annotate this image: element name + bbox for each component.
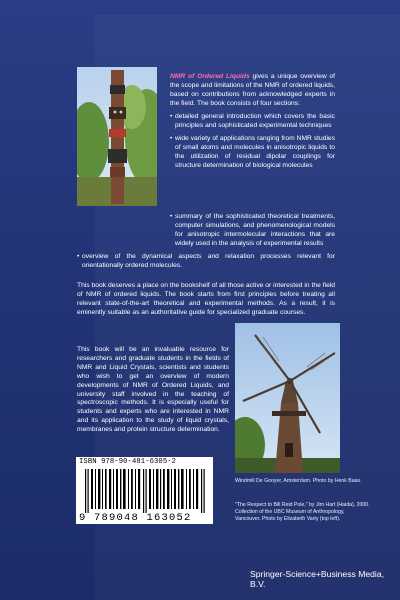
paragraph-3-text: This book will be an invaluable resource for researchers and graduate students in the fields of NMR and Liquid Crystals, scientists and students who wish to get an overview of modern developments of NMR of Ordered Liquids, and university staff involved in the teaching of spectroscopic methods. It is especially useful for students and experts who are interested in NMR and its application to the study of liquid crystals, membranes and protein structure determination.	[77, 346, 229, 434]
bullet-item	[170, 135, 335, 171]
windmill-image	[235, 323, 340, 473]
paragraph-3	[77, 346, 229, 435]
paragraph-2	[77, 282, 335, 318]
intro-text: gives a unique overview of the scope and limitations of the NMR of ordered liquids, based on contributions from acknowledged experts in the field. The book consists of four sections:	[170, 73, 336, 107]
isbn-barcode	[76, 457, 213, 524]
intro-block	[170, 73, 335, 176]
bullet-item	[77, 213, 335, 249]
book-title-inline: NMR of Ordered Liquids	[170, 73, 250, 80]
intro-paragraph	[170, 73, 335, 109]
totem-image	[77, 67, 157, 206]
bullet-text: wide variety of applications ranging from NMR studies of small atoms and molecules in anisotropic liquids to the utilization of residual dipolar couplings for structure determination of biological molecules	[175, 135, 335, 170]
barcode-digits: 9 789048 163052	[79, 512, 192, 524]
totem-caption: "The Respect to Bill Reid Pole," by Jim Hart (Haida), 2000. Collection of the UBC Museum of Anthropology, Vancouver. Photo by Elizabeth Varty (top left).	[235, 502, 370, 523]
windmill-photo	[235, 323, 340, 473]
wide-bullets	[77, 213, 335, 275]
bullet-text: summary of the sophisticated theoretical treatments, computer simulations, and phenomenological models for anisotropic intermolecular interactions that are widely used in the analysis of experimental results	[175, 213, 335, 247]
bullet-dot-icon: •	[77, 253, 80, 261]
publisher-name: Springer-Science+Business Media, B.V.	[250, 569, 384, 589]
bullet-item	[170, 113, 335, 131]
bullet-text: detailed general introduction which covers the basic principles and sophisticated experimental techniques	[175, 113, 335, 130]
bullet-dot-icon: •	[170, 213, 173, 220]
paragraph-2-text: This book deserves a place on the bookshelf of all those active or interested in the field of NMR of ordered liquids. The book starts from first principles before treating all relevant state-of-the-art theoretical and experimental methods. As a result, it is eminently suitable as an authoritative guide for specialized graduate courses.	[77, 282, 335, 316]
bullet-dot-icon: •	[170, 113, 173, 121]
bullet-text: overview of the dynamical aspects and relaxation processes relevant for orientationally ordered molecules.	[82, 253, 335, 270]
barcode-bars-icon	[83, 469, 208, 513]
isbn-label: ISBN 978-90-481-6305-2	[79, 458, 177, 466]
windmill-caption: Windmill De Gooyer, Amsterdam. Photo by Henk Baas.	[235, 478, 362, 484]
bullet-item	[77, 253, 335, 271]
bullet-dot-icon: •	[170, 135, 173, 143]
totem-photo	[77, 67, 157, 206]
